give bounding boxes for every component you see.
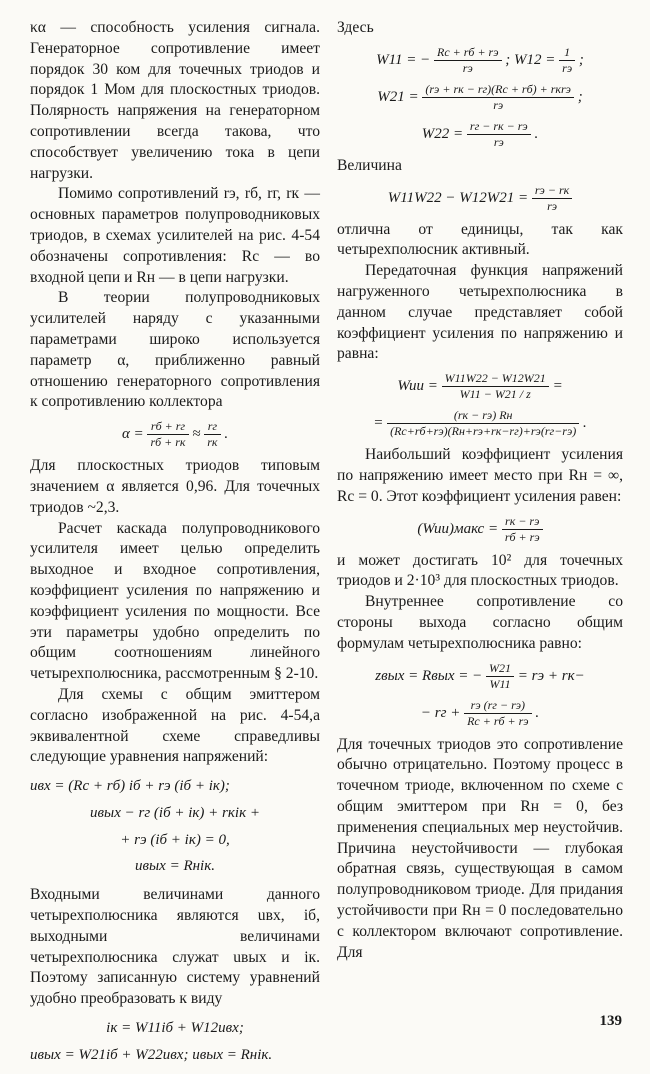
equation-text: α = xyxy=(121,426,144,443)
equation-text: = xyxy=(552,378,563,395)
equation: + rэ (iб + iк) = 0, xyxy=(120,831,230,848)
paragraph: В теории полупроводниковых усилителей наряду с указанными параметрами широко используется параметр α, приближенно равный отношению генераторного сопротивления к сопротивлению коллектора xyxy=(30,289,320,411)
denominator: W11 − W21 / z xyxy=(459,387,531,402)
denominator: (Rc+rб+rэ)(Rн+rэ+rк−rг)+rэ(rг−rэ) xyxy=(390,424,577,439)
equation-text: ; xyxy=(577,88,583,105)
equation-text: W21 = xyxy=(377,88,423,105)
numerator: rг xyxy=(204,419,220,435)
equation-system xyxy=(30,776,320,877)
denominator: rб + rэ xyxy=(504,529,540,544)
denominator: rэ xyxy=(547,198,558,213)
fraction xyxy=(387,408,579,439)
equation-wuu xyxy=(337,371,623,402)
fraction xyxy=(467,119,531,150)
equation-text: zвых = Rвых = − xyxy=(375,667,483,684)
equation: uвых = W21iб + W22uвх; uвых = Rнiк. xyxy=(30,1046,273,1063)
denominator: rэ xyxy=(493,97,504,112)
numerator: rэ (rг − rэ) xyxy=(464,698,532,714)
denominator: rэ xyxy=(462,60,473,75)
equation-alpha xyxy=(30,419,320,450)
fraction xyxy=(559,45,575,76)
denominator: rк xyxy=(207,435,218,450)
equation-w22 xyxy=(337,119,623,150)
denominator: W11 xyxy=(489,676,511,691)
equation-text: . xyxy=(224,426,229,443)
numerator: W11W22 − W12W21 xyxy=(442,371,549,387)
paragraph: Для плоскостных триодов типовым значением α является 0,96. Для точечных триодов ~2,3. xyxy=(30,457,320,516)
paragraph: Наибольший коэффициент усиления по напряжению имеет место при Rн = ∞, Rc = 0. Этот коэффициент усиления равен: xyxy=(337,446,623,505)
equation: uвых = Rнiк. xyxy=(135,858,215,875)
fraction xyxy=(464,698,532,729)
numerator: W21 xyxy=(486,661,514,677)
equation-text: . xyxy=(535,704,540,721)
equation-w21 xyxy=(337,82,623,113)
equation-text: W11W22 − W12W21 = xyxy=(387,189,532,206)
equation-text: ; xyxy=(578,51,584,68)
equation-system xyxy=(30,1018,320,1066)
fraction xyxy=(434,45,502,76)
denominator: rэ xyxy=(562,60,573,75)
paragraph: Для схемы с общим эмиттером согласно изображенной на рис. 4-54,a эквивалентной схеме справедливы следующие уравнения напряжений: xyxy=(30,685,320,766)
paragraph: κα — способность усиления сигнала. Генераторное сопротивление имеет порядок 30 ком для точечных триодов и порядок 1 Мом для плоскостных триодов. Полярность напряжения на генераторном сопротивлении всегда такова, что способствует увеличению тока в цепи нагрузки. xyxy=(30,19,320,182)
equation-text: = rэ + rк− xyxy=(517,667,585,684)
equation-text: W22 = xyxy=(421,125,467,142)
paragraph: Помимо сопротивлений rэ, rб, rг, rк — основных параметров полупроводниковых триодов, в схемах усилителей на рис. 4-54 обозначены сопротивления: Rc — во входной цепи и Rн — в цепи нагрузки. xyxy=(30,185,320,286)
numerator: (rк − rэ) Rн xyxy=(387,408,579,424)
paragraph: и может достигать 10² для точечных триодов и 2·10³ для плоскостных триодов. xyxy=(337,551,623,590)
equation-text: ≈ xyxy=(192,426,205,443)
paragraph: Для точечных триодов это сопротивление обычно отрицательно. Поэтому процесс в точечном триоде, включенном по схеме с общим эмиттером при Rн = 0, без применения специальных мер неустойчив. Причина неустойчивости — глубокая обратная связь, существующая в самом полупроводниковом триоде. Для придания устойчивости при Rн = 0 последовательно с коллектором включают сопротивление. Для xyxy=(337,735,623,961)
numerator: (rэ + rк − rг)(Rc + rб) + rкrэ xyxy=(422,82,574,98)
equation-text: . xyxy=(534,125,539,142)
fraction xyxy=(147,419,188,450)
equation-text: W11 = − xyxy=(376,51,431,68)
fraction xyxy=(502,514,543,545)
numerator: Rc + rб + rэ xyxy=(434,45,502,61)
equation: iк = W11iб + W12uвх; xyxy=(106,1020,244,1037)
denominator: rб + rк xyxy=(150,435,186,450)
paragraph: Здесь xyxy=(337,19,374,36)
numerator: rб + rг xyxy=(147,419,188,435)
denominator: rэ xyxy=(493,134,504,149)
numerator: 1 xyxy=(559,45,575,61)
fraction xyxy=(442,371,549,402)
page-number: 139 xyxy=(599,1013,622,1029)
right-column xyxy=(337,18,623,963)
fraction xyxy=(204,419,220,450)
paragraph: Величина xyxy=(337,156,402,174)
fraction xyxy=(422,82,574,113)
equation: uвх = (Rc + rб) iб + rэ (iб + iк); xyxy=(30,778,230,795)
equation-determinant xyxy=(337,183,623,214)
equation-text: ; W12 = xyxy=(505,51,560,68)
paragraph: Внутреннее сопротивление со стороны выхода согласно общим формулам четырехполюсника равно: xyxy=(337,593,623,652)
fraction xyxy=(486,661,514,692)
equation-wuu-expanded xyxy=(337,408,623,439)
left-column xyxy=(30,18,320,1074)
equation-text: Wuu = xyxy=(397,378,442,395)
paragraph: Расчет каскада полупроводникового усилителя имеет целью определить выходное и входное сопротивления, коэффициент усиления по напряжению и коэффициент усиления по мощности. Все эти параметры удобно определить по общим соотношениям линейного четырехполюсника, рассмотренным § 2-10. xyxy=(30,519,320,683)
equation-text: (Wuu)макс = xyxy=(417,520,502,537)
fraction xyxy=(532,183,572,214)
paragraph: отлична от единицы, так как четырехполюсник активный. xyxy=(337,220,623,259)
denominator: Rc + rб + rэ xyxy=(467,713,529,728)
numerator: rг − rк − rэ xyxy=(467,119,531,135)
equation-zout xyxy=(337,661,623,692)
paragraph: Входными величинами данного четырехполюсника являются uвх, iб, выходными величинами четырехполюсника служат uвых и iк. Поэтому записанную систему уравнений удобно преобразовать к виду xyxy=(30,886,320,1008)
numerator: rэ − rк xyxy=(532,183,572,199)
equation-text: . xyxy=(583,415,587,432)
equation-zout-continued xyxy=(337,698,623,729)
equation: uвых − rг (iб + iк) + rкiк + xyxy=(90,804,260,821)
equation-wmax xyxy=(337,514,623,545)
equation-w11-w12 xyxy=(337,45,623,76)
paragraph: Передаточная функция напряжений нагруженного четырехполюсника в данном случае представляет собой коэффициент усиления по напряжению и равна: xyxy=(337,262,623,363)
equation-text: = xyxy=(373,415,388,432)
numerator: rк − rэ xyxy=(502,514,543,530)
equation-text: − rг + xyxy=(420,704,465,721)
